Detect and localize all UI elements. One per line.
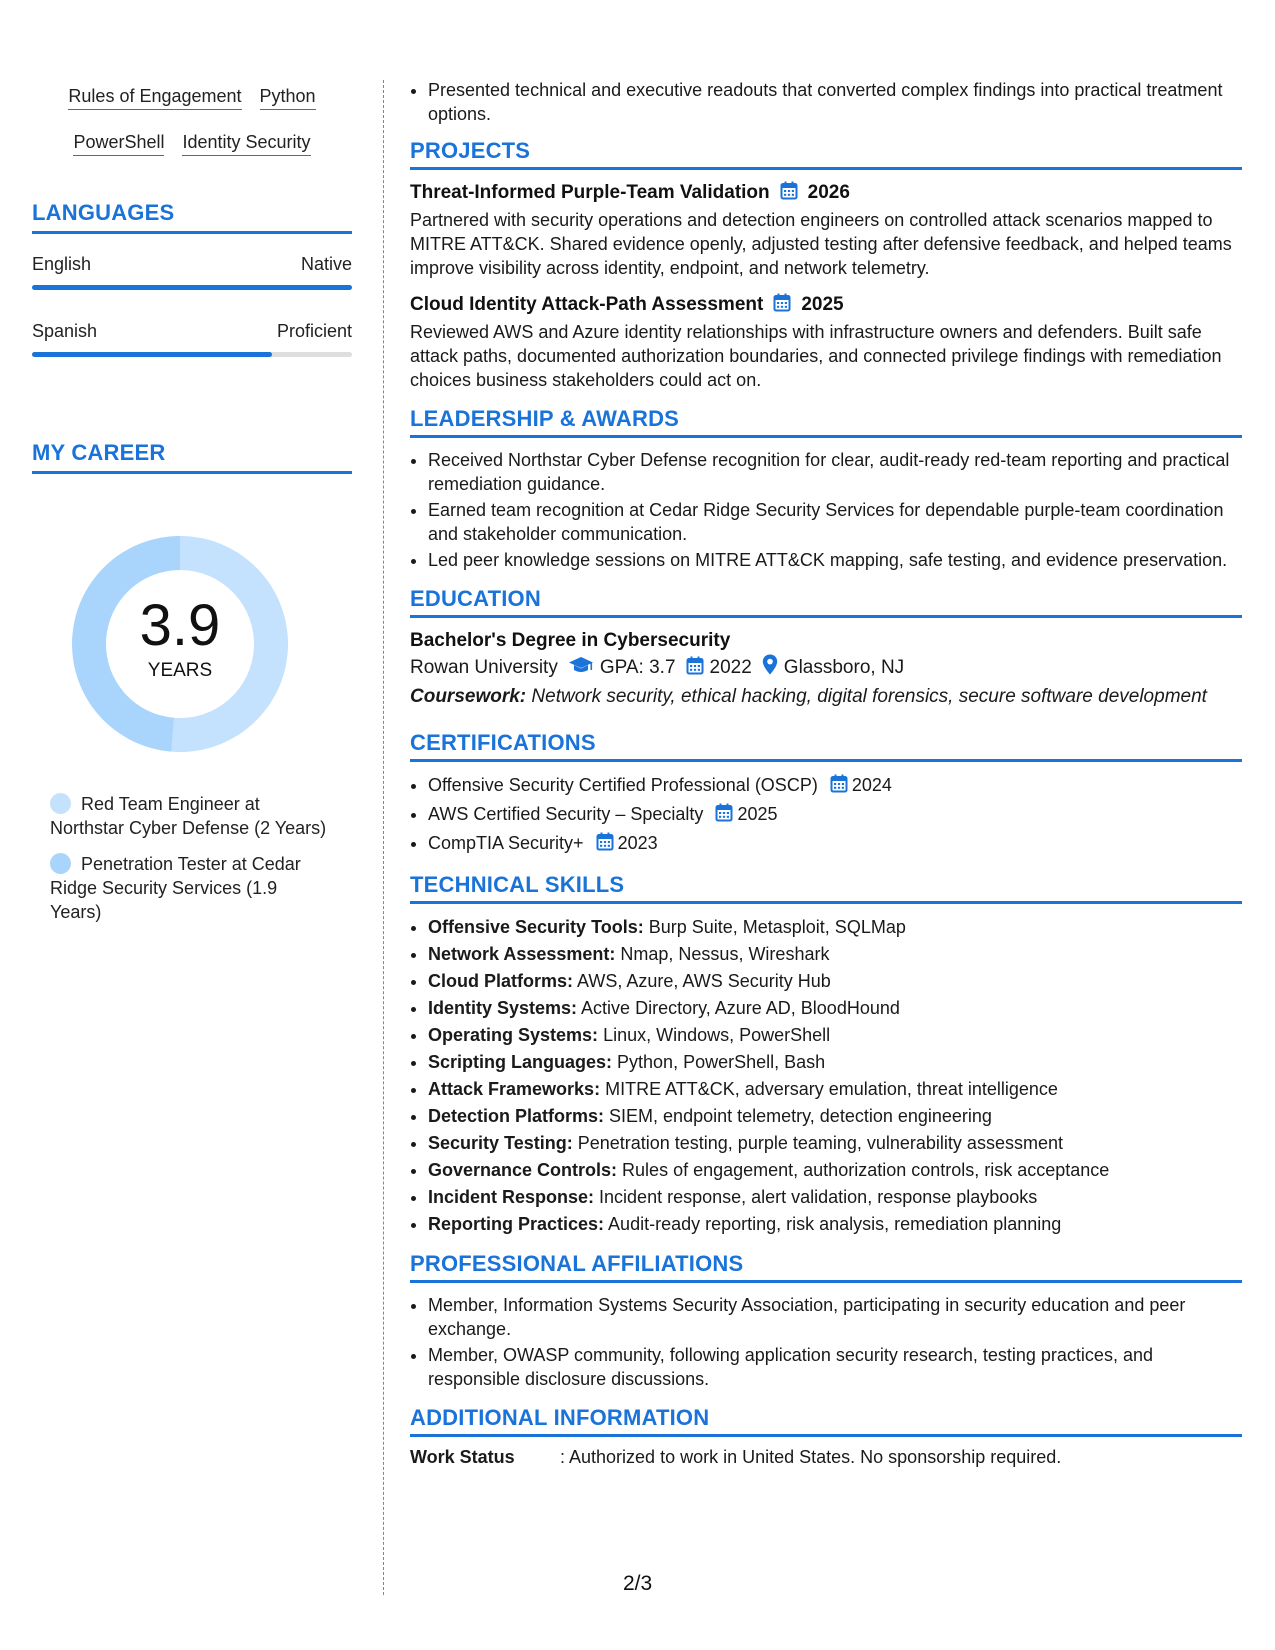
skill-item	[428, 1049, 1242, 1075]
skill-value: Active Directory, Azure AD, BloodHound	[577, 998, 900, 1018]
certification-name: Offensive Security Certified Professional (OSCP)	[428, 775, 818, 795]
skill-item	[428, 1130, 1242, 1156]
skill-label: Reporting Practices:	[428, 1214, 605, 1234]
tag-python: Python	[260, 86, 316, 110]
skill-item	[428, 1103, 1242, 1129]
language-english	[32, 254, 352, 290]
certification-name: CompTIA Security+	[428, 833, 584, 853]
skill-item	[428, 1157, 1242, 1183]
skill-item	[428, 941, 1242, 967]
legend-dot	[50, 793, 71, 814]
career-role: Red Team Engineer at Northstar Cyber Defense (2 Years)	[50, 794, 327, 838]
skill-label: Scripting Languages:	[428, 1052, 613, 1072]
leadership-item: • Led peer knowledge sessions on MITRE ATT&CK mapping, safe testing, and evidence preservation.	[428, 548, 1242, 572]
right-column	[410, 78, 1242, 1468]
graduation-cap-icon	[568, 656, 594, 684]
project-item	[410, 292, 1242, 392]
coursework-label: Coursework:	[410, 686, 527, 707]
career-legend	[50, 792, 330, 936]
additional-info-heading: ADDITIONAL INFORMATION	[410, 1405, 1242, 1437]
location-pin-icon	[762, 654, 778, 684]
career-total-years: 3.9	[139, 593, 221, 658]
degree-title: Bachelor's Degree in Cybersecurity	[410, 630, 731, 651]
language-spanish	[32, 321, 352, 357]
experience-bullet: • Presented technical and executive readouts that converted complex findings into practical treatment options.	[428, 78, 1242, 126]
skill-value: AWS, Azure, AWS Security Hub	[573, 971, 831, 991]
calendar-icon	[596, 832, 614, 858]
skill-label: Detection Platforms:	[428, 1106, 605, 1126]
skill-value: Linux, Windows, PowerShell	[598, 1025, 831, 1045]
education-year: 2022	[709, 657, 752, 678]
skill-item	[428, 1076, 1242, 1102]
calendar-icon	[773, 293, 791, 320]
education-heading: EDUCATION	[410, 586, 1242, 618]
project-title: Cloud Identity Attack-Path Assessment	[410, 294, 764, 315]
certifications-heading: CERTIFICATIONS	[410, 730, 1242, 762]
coursework	[410, 684, 1242, 710]
tag-powershell: PowerShell	[73, 132, 164, 156]
affiliations-list	[410, 1293, 1242, 1391]
leadership-item: • Earned team recognition at Cedar Ridge Security Services for dependable purple-team coordination and stakeholder communication.	[428, 498, 1242, 546]
education-item	[410, 628, 1242, 710]
skill-value: Penetration testing, purple teaming, vulnerability assessment	[572, 1133, 1063, 1153]
certifications-list	[410, 772, 1242, 858]
project-year: 2025	[801, 294, 844, 315]
language-level: Native	[300, 254, 352, 274]
skill-value: MITRE ATT&CK, adversary emulation, threat intelligence	[600, 1079, 1058, 1099]
skill-item	[428, 1211, 1242, 1237]
work-status-label: Work Status	[410, 1447, 515, 1467]
technical-skills-heading: TECHNICAL SKILLS	[410, 872, 1242, 904]
calendar-icon	[830, 774, 848, 800]
skill-item	[428, 914, 1242, 940]
work-status-value: : Authorized to work in United States. No sponsorship required.	[560, 1447, 1062, 1467]
left-column	[32, 0, 352, 1650]
certification-year: 2025	[737, 804, 778, 824]
project-item	[410, 180, 1242, 280]
skill-label: Security Testing:	[428, 1133, 573, 1153]
language-name: Spanish	[32, 321, 98, 341]
education-gpa: GPA: 3.7	[599, 657, 676, 678]
skill-value: Incident response, alert validation, response playbooks	[594, 1187, 1038, 1207]
certification-item	[428, 772, 1242, 800]
leadership-list	[410, 448, 1242, 572]
skill-label: Identity Systems:	[428, 998, 578, 1018]
certification-item	[428, 801, 1242, 829]
skill-value: Python, PowerShell, Bash	[612, 1052, 826, 1072]
skill-label: Attack Frameworks:	[428, 1079, 601, 1099]
certification-item	[428, 830, 1242, 858]
calendar-icon	[780, 181, 798, 208]
language-level: Proficient	[276, 321, 352, 341]
certification-name: AWS Certified Security – Specialty	[428, 804, 704, 824]
legend-dot	[50, 853, 71, 874]
leadership-heading: LEADERSHIP & AWARDS	[410, 406, 1242, 438]
projects-heading: PROJECTS	[410, 138, 1242, 170]
project-title: Threat-Informed Purple-Team Validation	[410, 182, 770, 203]
coursework-text: Network security, ethical hacking, digital forensics, secure software development	[526, 686, 1207, 707]
skill-tags	[32, 86, 352, 178]
project-title-row	[410, 180, 1242, 208]
education-location: Glassboro, NJ	[783, 657, 905, 678]
career-role: Penetration Tester at Cedar Ridge Security Services (1.9 Years)	[50, 854, 301, 922]
skill-value: SIEM, endpoint telemetry, detection engineering	[604, 1106, 992, 1126]
skill-value: Rules of engagement, authorization controls, risk acceptance	[617, 1160, 1110, 1180]
language-name: English	[32, 254, 92, 274]
career-heading: MY CAREER	[32, 440, 352, 474]
column-divider	[383, 80, 384, 1595]
skill-value: Nmap, Nessus, Wireshark	[615, 944, 830, 964]
tag-identity-security: Identity Security	[182, 132, 310, 156]
skill-value: Burp Suite, Metasploit, SQLMap	[643, 917, 906, 937]
tag-row	[32, 132, 352, 156]
leadership-item: • Received Northstar Cyber Defense recognition for clear, audit-ready red-team reporting and practical remediation guidance.	[428, 448, 1242, 496]
certification-year: 2024	[851, 775, 892, 795]
certification-year: 2023	[617, 833, 658, 853]
affiliation-item: • Member, OWASP community, following application security research, testing practices, and responsible disclosure discussions.	[428, 1343, 1242, 1391]
skill-label: Operating Systems:	[428, 1025, 599, 1045]
experience-bullets	[410, 78, 1242, 126]
calendar-icon	[715, 803, 733, 829]
skill-item	[428, 1184, 1242, 1210]
education-details	[410, 654, 1242, 684]
calendar-icon	[686, 656, 704, 684]
languages-heading: LANGUAGES	[32, 200, 352, 234]
language-level-bar	[32, 285, 352, 290]
project-description: Reviewed AWS and Azure identity relationships with infrastructure owners and defenders. Built safe attack paths, documented authorization boundaries, and connected privilege findings with remediation choices business stakeholders could act on.	[410, 322, 1222, 390]
career-legend-item	[50, 852, 330, 924]
skill-label: Cloud Platforms:	[428, 971, 574, 991]
project-year: 2026	[807, 182, 850, 203]
skill-item	[428, 968, 1242, 994]
tag-row	[32, 86, 352, 110]
skill-item	[428, 995, 1242, 1021]
affiliations-heading: PROFESSIONAL AFFILIATIONS	[410, 1251, 1242, 1283]
technical-skills-list	[410, 914, 1242, 1237]
career-legend-item	[50, 792, 330, 840]
language-level-fill	[32, 285, 352, 290]
affiliation-item: • Member, Information Systems Security Association, participating in security education and peer exchange.	[428, 1293, 1242, 1341]
skill-value: Audit-ready reporting, risk analysis, remediation planning	[604, 1214, 1062, 1234]
career-years-label: YEARS	[147, 660, 213, 681]
project-title-row	[410, 292, 1242, 320]
work-status-row	[410, 1447, 1242, 1468]
skill-label: Offensive Security Tools:	[428, 917, 644, 937]
skill-item	[428, 1022, 1242, 1048]
language-level-fill	[32, 352, 272, 357]
project-description: Partnered with security operations and detection engineers on controlled attack scenarios mapped to MITRE ATT&CK. Shared evidence openly, adjusted testing after defensive feedback, and helped teams improve visibility across identity, endpoint, and network telemetry.	[410, 210, 1232, 278]
skill-label: Governance Controls:	[428, 1160, 618, 1180]
skill-label: Incident Response:	[428, 1187, 595, 1207]
tag-rules-of-engagement: Rules of Engagement	[68, 86, 241, 110]
school-name: Rowan University	[410, 657, 558, 678]
skill-label: Network Assessment:	[428, 944, 616, 964]
language-level-bar	[32, 352, 352, 357]
page-number: 2/3	[623, 1572, 653, 1595]
career-donut-chart	[66, 530, 294, 758]
